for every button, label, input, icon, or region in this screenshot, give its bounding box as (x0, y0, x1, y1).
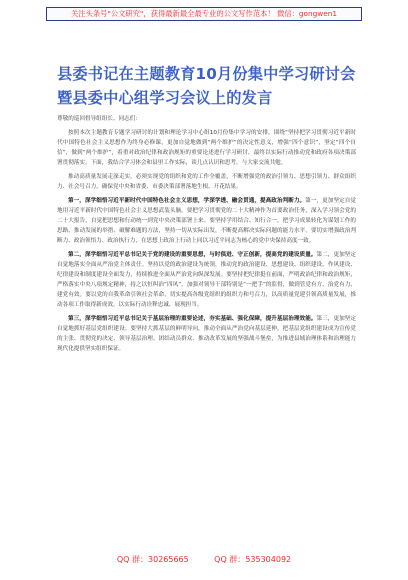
section-paragraph (57, 196, 356, 246)
qq-group-label-1: QQ 群： (116, 555, 149, 564)
document-body (57, 114, 356, 358)
paragraph: 推动高质量发展走深走实，必须实现党的组织和党的工作全覆盖，不断增强党的政治引领力、思想引领力、群众组织力、社会号召力，确保党中央和省委、市委决策部署落地生根、开花结果。 (57, 174, 356, 190)
footer-contact (0, 554, 408, 566)
promo-banner-text: 关注头条号"公文研究"，获得最新最全最专业的公文写作范本！ 微信：gongwen1 (70, 9, 337, 18)
qq-group-number-1: 30265665 (148, 555, 189, 564)
salutation: 尊敬的巡回督导组组长、同志们： (57, 116, 141, 122)
qq-group-label-2: QQ 群： (214, 555, 246, 564)
paragraph: 按照本次主题教育专题学习研讨的计划和理论学习中心组10月份集中学习的安排，围绕“坚持把学习贯彻习近平新时代中国特色社会主义思想作为终身必修课，更加自觉地做到“两个维护”的决定性意义，增强“四个意识”，坚定“四个自信”，做到“两个维护”，着重对政治纪律和政治规矩的重要论述进行学习研讨，最终以实际行动推动党和政府各项决策部署贯彻落实。下面，我结合学习体会和县里工作实际，谈几点认识和思考，与大家交流共勉。 (57, 130, 356, 166)
document-title: 县委书记在主题教育10月份集中学习研讨会暨县委中心组学习会议上的发言 (57, 65, 356, 107)
section-heading: 第三，深学细悟习近平总书记关于基层治理的重要论述，夯实基础、强化保障，提升基层治理效能。 (68, 316, 317, 322)
qq-group-number-2: 535304092 (245, 555, 292, 564)
section-heading: 第二，深学细悟习近平总书记关于党的建设的重要思想，与时俱进、守正创新，提高党的建设质量。 (68, 252, 317, 258)
section-body: 第三，更加坚定自觉地抓好基层党组织建设。要坚持大抓基层的鲜明导向，推动全面从严治党向基层延伸，把基层党组织建设成为宣传党的主张、贯彻党的决定、领导基层治理、团结动员群众、推动改革发展的坚强战斗堡垒，为推进县域治理体系和治理能力现代化提供坚实组织保证。 (57, 316, 356, 352)
section-heading: 第一，深学细悟习近平新时代中国特色社会主义思想，学深学透、融会贯通，提高政治判断力。 (68, 198, 306, 204)
section-paragraph (57, 314, 356, 354)
section-body: 第二，更加坚定自觉地落实全面从严治党主体责任。坚持以党的政治建设为统领，推动党的政治建设、思想建设、组织建设、作风建设、纪律建设和制度建设全面发力，持续推进全面从严治党向纵深发展。要坚持把纪律挺在前面，严明政治纪律和政治规矩，严格落实中央八项规定精神，持之以恒纠治“四风”，加强对领导干部特别是“一把手”的监督，做到管党有方、治党有力、建党有效。要以党的自我革命引领社会革命，切实提高各级党组织的组织力和号召力，以高质量党建引领高质量发展，推动各项工作取得新成效，以实际行动诠释忠诚、展现担当。 (57, 252, 356, 308)
section-body: 第一，更加坚定自觉地用习近平新时代中国特色社会主义思想武装头脑。要把学习贯彻党的二十大精神作为首要政治任务，深入学习领会党的二十大报告，自觉把思想和行动统一到党中央决策部署上来。要坚持学用结合、知行合一，把学习成果转化为谋划工作的思路、推动发展的举措、破解难题的方法，坚持一切从实际出发，不断提高解决实际问题的能力水平。要切实增强政治判断力、政治领悟力、政治执行力，在思想上政治上行动上同以习近平同志为核心的党中央保持高度一致。 (57, 198, 356, 244)
promo-banner (46, 7, 362, 21)
section-paragraph (57, 250, 356, 310)
